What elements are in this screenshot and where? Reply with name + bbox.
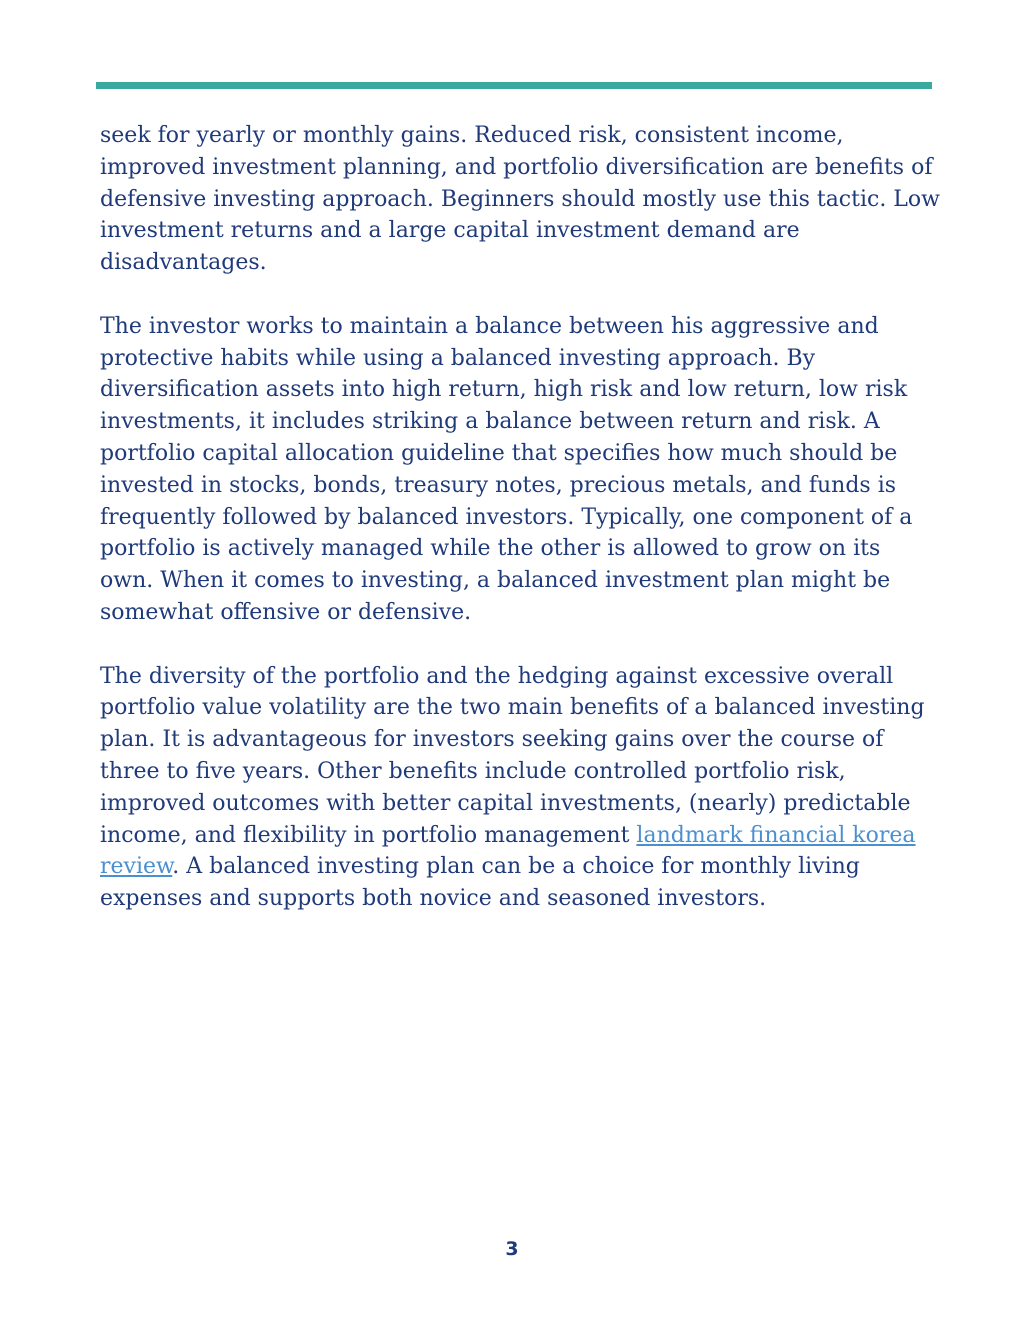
page-number: 3 [505,1238,519,1260]
document-body [100,120,940,947]
paragraph-balanced-investing: The investor works to maintain a balance between his aggressive and protective habits while using a balanced investing approach. By diversification assets into high return, high risk and low return, low risk investments, it includes striking a balance between return and risk. A portfolio capital allocation guideline that specifies how much should be invested in stocks, bonds, treasury notes, precious metals, and funds is frequently followed by balanced investors. Typically, one component of a portfolio is actively managed while the other is allowed to grow on its own. When it comes to investing, a balanced investment plan might be somewhat offensive or defensive. [100,313,913,625]
paragraph-balanced-benefits [100,661,940,915]
paragraph-text-after-link: . A balanced investing plan can be a choice for monthly living expenses and supports both novice and seasoned investors. [100,854,860,912]
paragraph-text-before-link: The diversity of the portfolio and the hedging against excessive overall portfolio value volatility are the two main benefits of a balanced investing plan. It is advantageous for investors seeking gains over the course of three to five years. Other benefits include controlled portfolio risk, improved outcomes with better capital investments, (nearly) predictable income, and flexibility in portfolio management [100,663,925,848]
paragraph-defensive-investing: seek for yearly or monthly gains. Reduced risk, consistent income, improved investment planning, and portfolio diversification are benefits of defensive investing approach. Beginners should mostly use this tactic. Low investment returns and a large capital investment demand are disadvantages. [100,123,940,276]
landmark-review-link[interactable]: landmark financial korea review [100,822,916,880]
header-divider [96,82,932,89]
